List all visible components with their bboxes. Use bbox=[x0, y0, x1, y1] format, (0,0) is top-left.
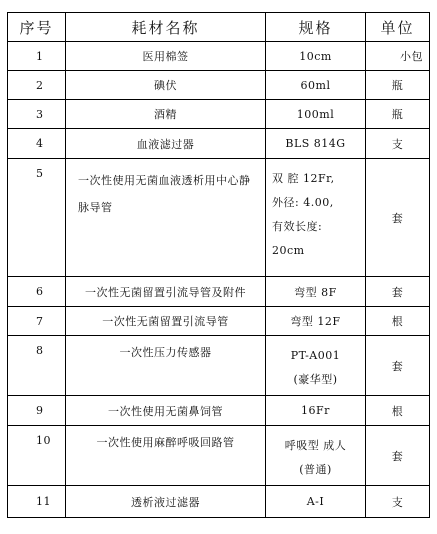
row-name: 一次性无菌留置引流导管 bbox=[66, 307, 266, 336]
row-name: 透析液过滤器 bbox=[66, 486, 266, 518]
table-row bbox=[8, 129, 430, 159]
header-seq: 序号 bbox=[8, 13, 66, 42]
row-spec: BLS 814G bbox=[266, 129, 366, 159]
row-unit: 套 bbox=[366, 426, 430, 486]
row-seq: 11 bbox=[8, 486, 66, 518]
row-unit: 支 bbox=[366, 486, 430, 518]
row-spec: 16Fr bbox=[266, 396, 366, 426]
row-unit: 支 bbox=[366, 129, 430, 159]
row-unit: 根 bbox=[366, 396, 430, 426]
row-name: 酒精 bbox=[66, 100, 266, 129]
row-unit: 瓶 bbox=[366, 100, 430, 129]
row-name: 一次性使用麻醉呼吸回路管 bbox=[66, 426, 266, 486]
table-row bbox=[8, 426, 430, 486]
table-row bbox=[8, 159, 430, 277]
row-seq: 8 bbox=[8, 336, 66, 396]
row-unit: 套 bbox=[366, 277, 430, 307]
table-row bbox=[8, 42, 430, 71]
row-spec bbox=[266, 336, 366, 396]
row-spec bbox=[266, 159, 366, 277]
row-spec-line: 外径: 4.00, bbox=[272, 196, 334, 209]
row-spec bbox=[266, 426, 366, 486]
row-name: 碘伏 bbox=[66, 71, 266, 100]
row-name: 一次性无菌留置引流导管及附件 bbox=[66, 277, 266, 307]
row-name: 医用棉签 bbox=[66, 42, 266, 71]
row-spec-line: (普通) bbox=[299, 463, 332, 476]
row-spec: 弯型 12F bbox=[266, 307, 366, 336]
row-name-line: 脉导管 bbox=[78, 201, 113, 214]
row-seq: 1 bbox=[8, 42, 66, 71]
row-spec-line: PT-A001 bbox=[290, 349, 341, 362]
table-header-row bbox=[8, 13, 430, 42]
row-seq: 7 bbox=[8, 307, 66, 336]
consumables-table bbox=[7, 12, 430, 518]
header-spec: 规格 bbox=[266, 13, 366, 42]
row-name-line: 一次性使用无菌血液透析用中心静 bbox=[78, 174, 251, 187]
row-spec: 弯型 8F bbox=[266, 277, 366, 307]
table-row bbox=[8, 307, 430, 336]
row-spec-line: 双 腔 12Fr, bbox=[272, 172, 335, 185]
row-seq: 6 bbox=[8, 277, 66, 307]
row-unit: 套 bbox=[366, 336, 430, 396]
row-spec: 10cm bbox=[266, 42, 366, 71]
row-unit: 小包 bbox=[366, 42, 430, 71]
table-row bbox=[8, 71, 430, 100]
row-name: 一次性使用无菌鼻饲管 bbox=[66, 396, 266, 426]
row-seq: 4 bbox=[8, 129, 66, 159]
row-seq: 3 bbox=[8, 100, 66, 129]
header-name: 耗材名称 bbox=[66, 13, 266, 42]
row-name: 一次性压力传感器 bbox=[66, 336, 266, 396]
row-spec-line: 呼吸型 成人 bbox=[284, 439, 347, 452]
row-seq: 2 bbox=[8, 71, 66, 100]
row-unit: 瓶 bbox=[366, 71, 430, 100]
row-seq: 9 bbox=[8, 396, 66, 426]
table-row bbox=[8, 277, 430, 307]
row-seq: 5 bbox=[8, 159, 66, 277]
row-spec-line: 20cm bbox=[272, 244, 305, 257]
row-spec: 60ml bbox=[266, 71, 366, 100]
row-unit: 套 bbox=[366, 159, 430, 277]
table-row bbox=[8, 100, 430, 129]
row-name bbox=[66, 159, 266, 277]
row-name: 血液滤过器 bbox=[66, 129, 266, 159]
table-row bbox=[8, 396, 430, 426]
header-unit: 单位 bbox=[366, 13, 430, 42]
row-spec: 100ml bbox=[266, 100, 366, 129]
table-row bbox=[8, 486, 430, 518]
row-seq: 10 bbox=[8, 426, 66, 486]
row-spec-line: 有效长度: bbox=[272, 220, 323, 233]
row-unit: 根 bbox=[366, 307, 430, 336]
table-row bbox=[8, 336, 430, 396]
row-spec: A-I bbox=[266, 486, 366, 518]
row-spec-line: (豪华型) bbox=[293, 373, 338, 386]
